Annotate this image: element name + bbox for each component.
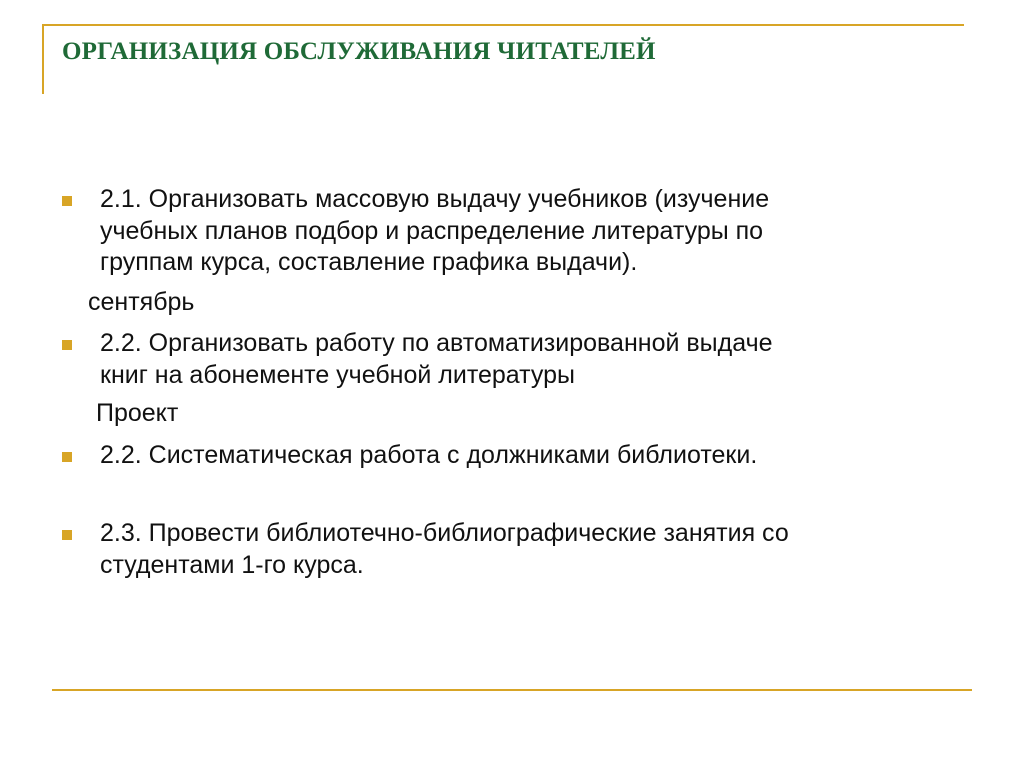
list-item-text [100,518,789,581]
list-item-text [100,328,773,391]
bullet-square-icon [62,452,72,462]
list-item-line: 2.3. Провести библиотечно-библиографические занятия со [100,519,789,547]
item-note-project: Проект [96,399,179,427]
bullet-square-icon [62,196,72,206]
list-item-line: учебных планов подбор и распределение литературы по [100,216,764,245]
bullet-square-icon [62,530,72,540]
item-note-september: сентябрь [88,288,195,316]
footer-divider-line [52,689,972,691]
bullet-square-icon [62,340,72,350]
list-item-line: 2.2. Организовать работу по автоматизированной выдаче [100,329,773,357]
list-item-line: книг на абонементе учебной литературы [100,360,575,389]
list-item-line: 2.1. Организовать массовую выдачу учебников (изучение [100,185,770,213]
list-item-line: 2.2. Систематическая работа с должниками библиотеки. [100,441,758,469]
title-frame-top-line [42,24,964,26]
list-item-text [100,184,769,279]
list-item-line: группам курса, составление графика выдачи). [100,248,638,276]
slide-title: ОРГАНИЗАЦИЯ ОБСЛУЖИВАНИЯ ЧИТАТЕЛЕЙ [62,38,656,65]
title-frame-left-line [42,24,44,94]
list-item-text [100,440,757,472]
list-item-line: студентами 1-го курса. [100,550,364,579]
